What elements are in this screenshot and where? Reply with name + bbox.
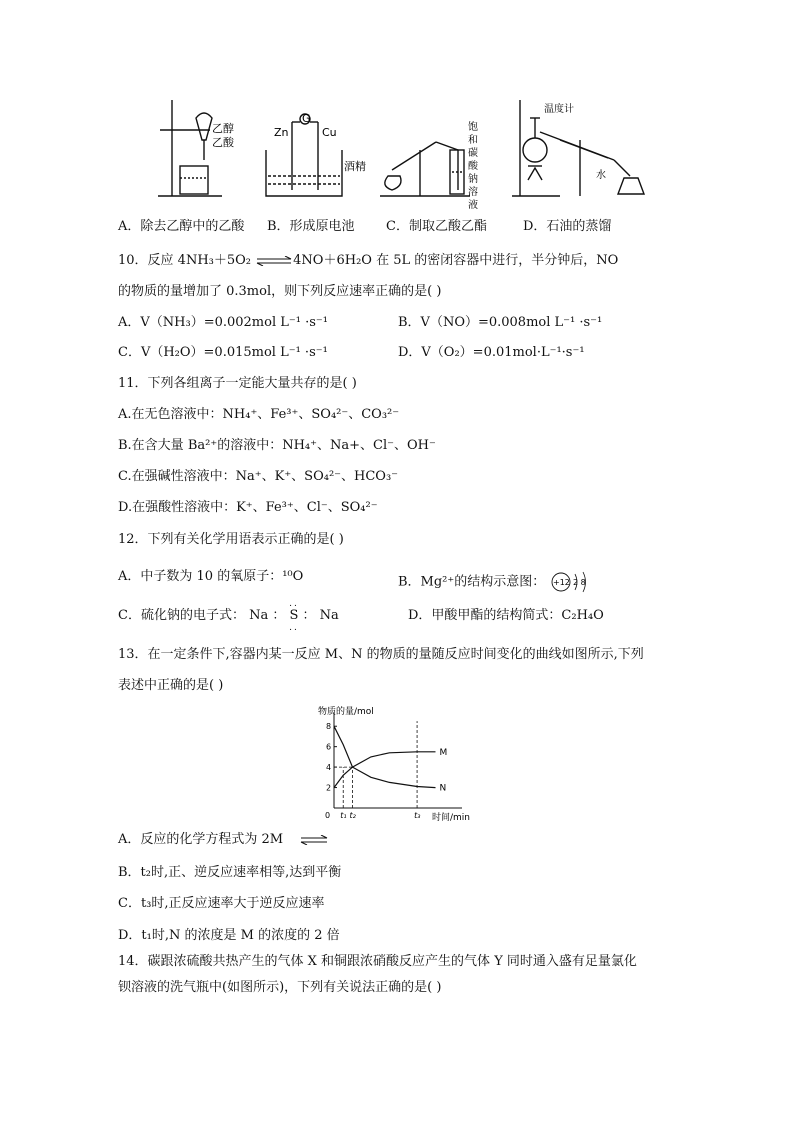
y-tick-label: 4	[326, 763, 332, 773]
chart-y-axis-label: 物质的量/mol	[318, 707, 374, 717]
label-cu: Cu	[322, 126, 337, 139]
q12-stem: 12．下列有关化学用语表示正确的是( )	[118, 532, 344, 547]
apparatus-figures	[0, 0, 794, 215]
label-ethanol: 乙醇	[212, 122, 234, 135]
chart-x-axis-label: 时间/min	[432, 813, 471, 823]
series-line-N	[334, 726, 436, 787]
svg-text:饱: 饱	[468, 122, 478, 133]
q10-option-c: C．V（H₂O）=0.015mol L⁻¹ ·s⁻¹	[118, 345, 328, 360]
y-tick-label: 8	[326, 722, 332, 732]
reversible-arrow-icon	[299, 835, 329, 845]
q13-option-a: A．反应的化学方程式为 2M	[118, 832, 329, 848]
q11-stem: 11．下列各组离子一定能大量共存的是( )	[118, 376, 357, 391]
label-zn: Zn	[274, 126, 289, 139]
series-line-M	[334, 752, 436, 788]
q14-stem-part2: 钡溶液的洗气瓶中(如图所示)，下列有关说法正确的是( )	[118, 980, 442, 995]
q12-option-b: B．Mg²⁺的结构示意图： +12 2 8	[398, 569, 605, 595]
q12-option-a: A．中子数为 10 的氧原子：¹⁰O	[118, 569, 304, 584]
label-galvanometer: G	[302, 112, 311, 125]
q13-stem-part1: 13．在一定条件下,容器内某一反应 M、N 的物质的量随反应时间变化的曲线如图所示,下列	[118, 647, 644, 662]
x-tick-label: t₃	[414, 811, 421, 820]
q10-option-b: B．V（NO）=0.008mol L⁻¹ ·s⁻¹	[398, 315, 603, 330]
sodium-sulfide-electron-formula: Na ： S ： Na	[249, 608, 339, 623]
q10-stem-part1: 10．反应 4NH₃＋5O₂ 4NO＋6H₂O 在 5L 的密闭容器中进行，半分钟后，NO	[118, 253, 619, 268]
apparatus-option-c: C．制取乙酸乙酯	[386, 219, 487, 234]
q11-option-b: B.在含大量 Ba²⁺的溶液中：NH₄⁺、Na+、Cl⁻、OH⁻	[118, 438, 436, 453]
svg-text:液: 液	[468, 200, 478, 211]
label-thermometer: 温度计	[544, 104, 574, 115]
q12-option-c: C．硫化钠的电子式： Na ： S ： Na .. ..	[118, 599, 339, 633]
q14-stem-part1: 14．碳跟浓硫酸共热产生的气体 X 和铜跟浓硝酸反应产生的气体 Y 同时通入盛有足量氯化	[118, 954, 637, 969]
q11-option-d: D.在强酸性溶液中：K⁺、Fe³⁺、Cl⁻、SO₄²⁻	[118, 500, 378, 515]
series-label-N: N	[439, 783, 447, 794]
label-alcohol: 酒精	[344, 160, 366, 173]
amount-vs-time-chart	[312, 702, 492, 827]
series-label-M: M	[439, 747, 448, 758]
label-water: 水	[596, 170, 606, 181]
q11-option-a: A.在无色溶液中：NH₄⁺、Fe³⁺、SO₄²⁻、CO₃²⁻	[118, 407, 400, 422]
ester-prep-apparatus	[380, 142, 470, 196]
svg-text:溶: 溶	[468, 187, 478, 198]
origin-label: 0	[325, 811, 331, 820]
q13-option-b: B．t₂时,正、逆反应速率相等,达到平衡	[118, 865, 342, 880]
q10-option-d: D．V（O₂）=0.01mol·L⁻¹·s⁻¹	[398, 345, 585, 360]
x-tick-label: t₂	[349, 811, 356, 820]
y-tick-label: 2	[326, 783, 332, 793]
q11-option-c: C.在强碱性溶液中：Na⁺、K⁺、SO₄²⁻、HCO₃⁻	[118, 469, 399, 484]
svg-text:2 8: 2 8	[573, 578, 587, 587]
svg-text:和: 和	[468, 135, 478, 146]
apparatus-option-a: A．除去乙醇中的乙酸	[118, 219, 245, 234]
distillation-apparatus	[512, 100, 644, 196]
svg-text:酸: 酸	[468, 161, 478, 172]
x-tick-label: t₁	[340, 811, 347, 820]
y-tick-label: 6	[326, 742, 332, 752]
apparatus-option-b: B．形成原电池	[267, 219, 355, 234]
q12-option-d: D．甲酸甲酯的结构简式：C₂H₄O	[408, 608, 604, 623]
q13-stem-part2: 表述中正确的是( )	[118, 678, 224, 693]
svg-text:钠: 钠	[468, 174, 478, 185]
svg-text:+12: +12	[553, 578, 571, 587]
label-acetic-acid: 乙酸	[212, 136, 234, 149]
reversible-arrow-icon	[255, 256, 293, 266]
q10-option-a: A．V（NH₃）=0.002mol L⁻¹ ·s⁻¹	[118, 315, 328, 330]
apparatus-option-d: D．石油的蒸馏	[523, 219, 612, 234]
mg-ion-structure-diagram	[549, 569, 605, 595]
svg-text:碳: 碳	[468, 148, 478, 159]
q13-option-c: C．t₃时,正反应速率大于逆反应速率	[118, 896, 325, 911]
q10-stem-part2: 的物质的量增加了 0.3mol，则下列反应速率正确的是( )	[118, 284, 442, 299]
q13-option-d: D．t₁时,N 的浓度是 M 的浓度的 2 倍	[118, 928, 340, 943]
label-saturated-carbonate	[468, 120, 479, 211]
